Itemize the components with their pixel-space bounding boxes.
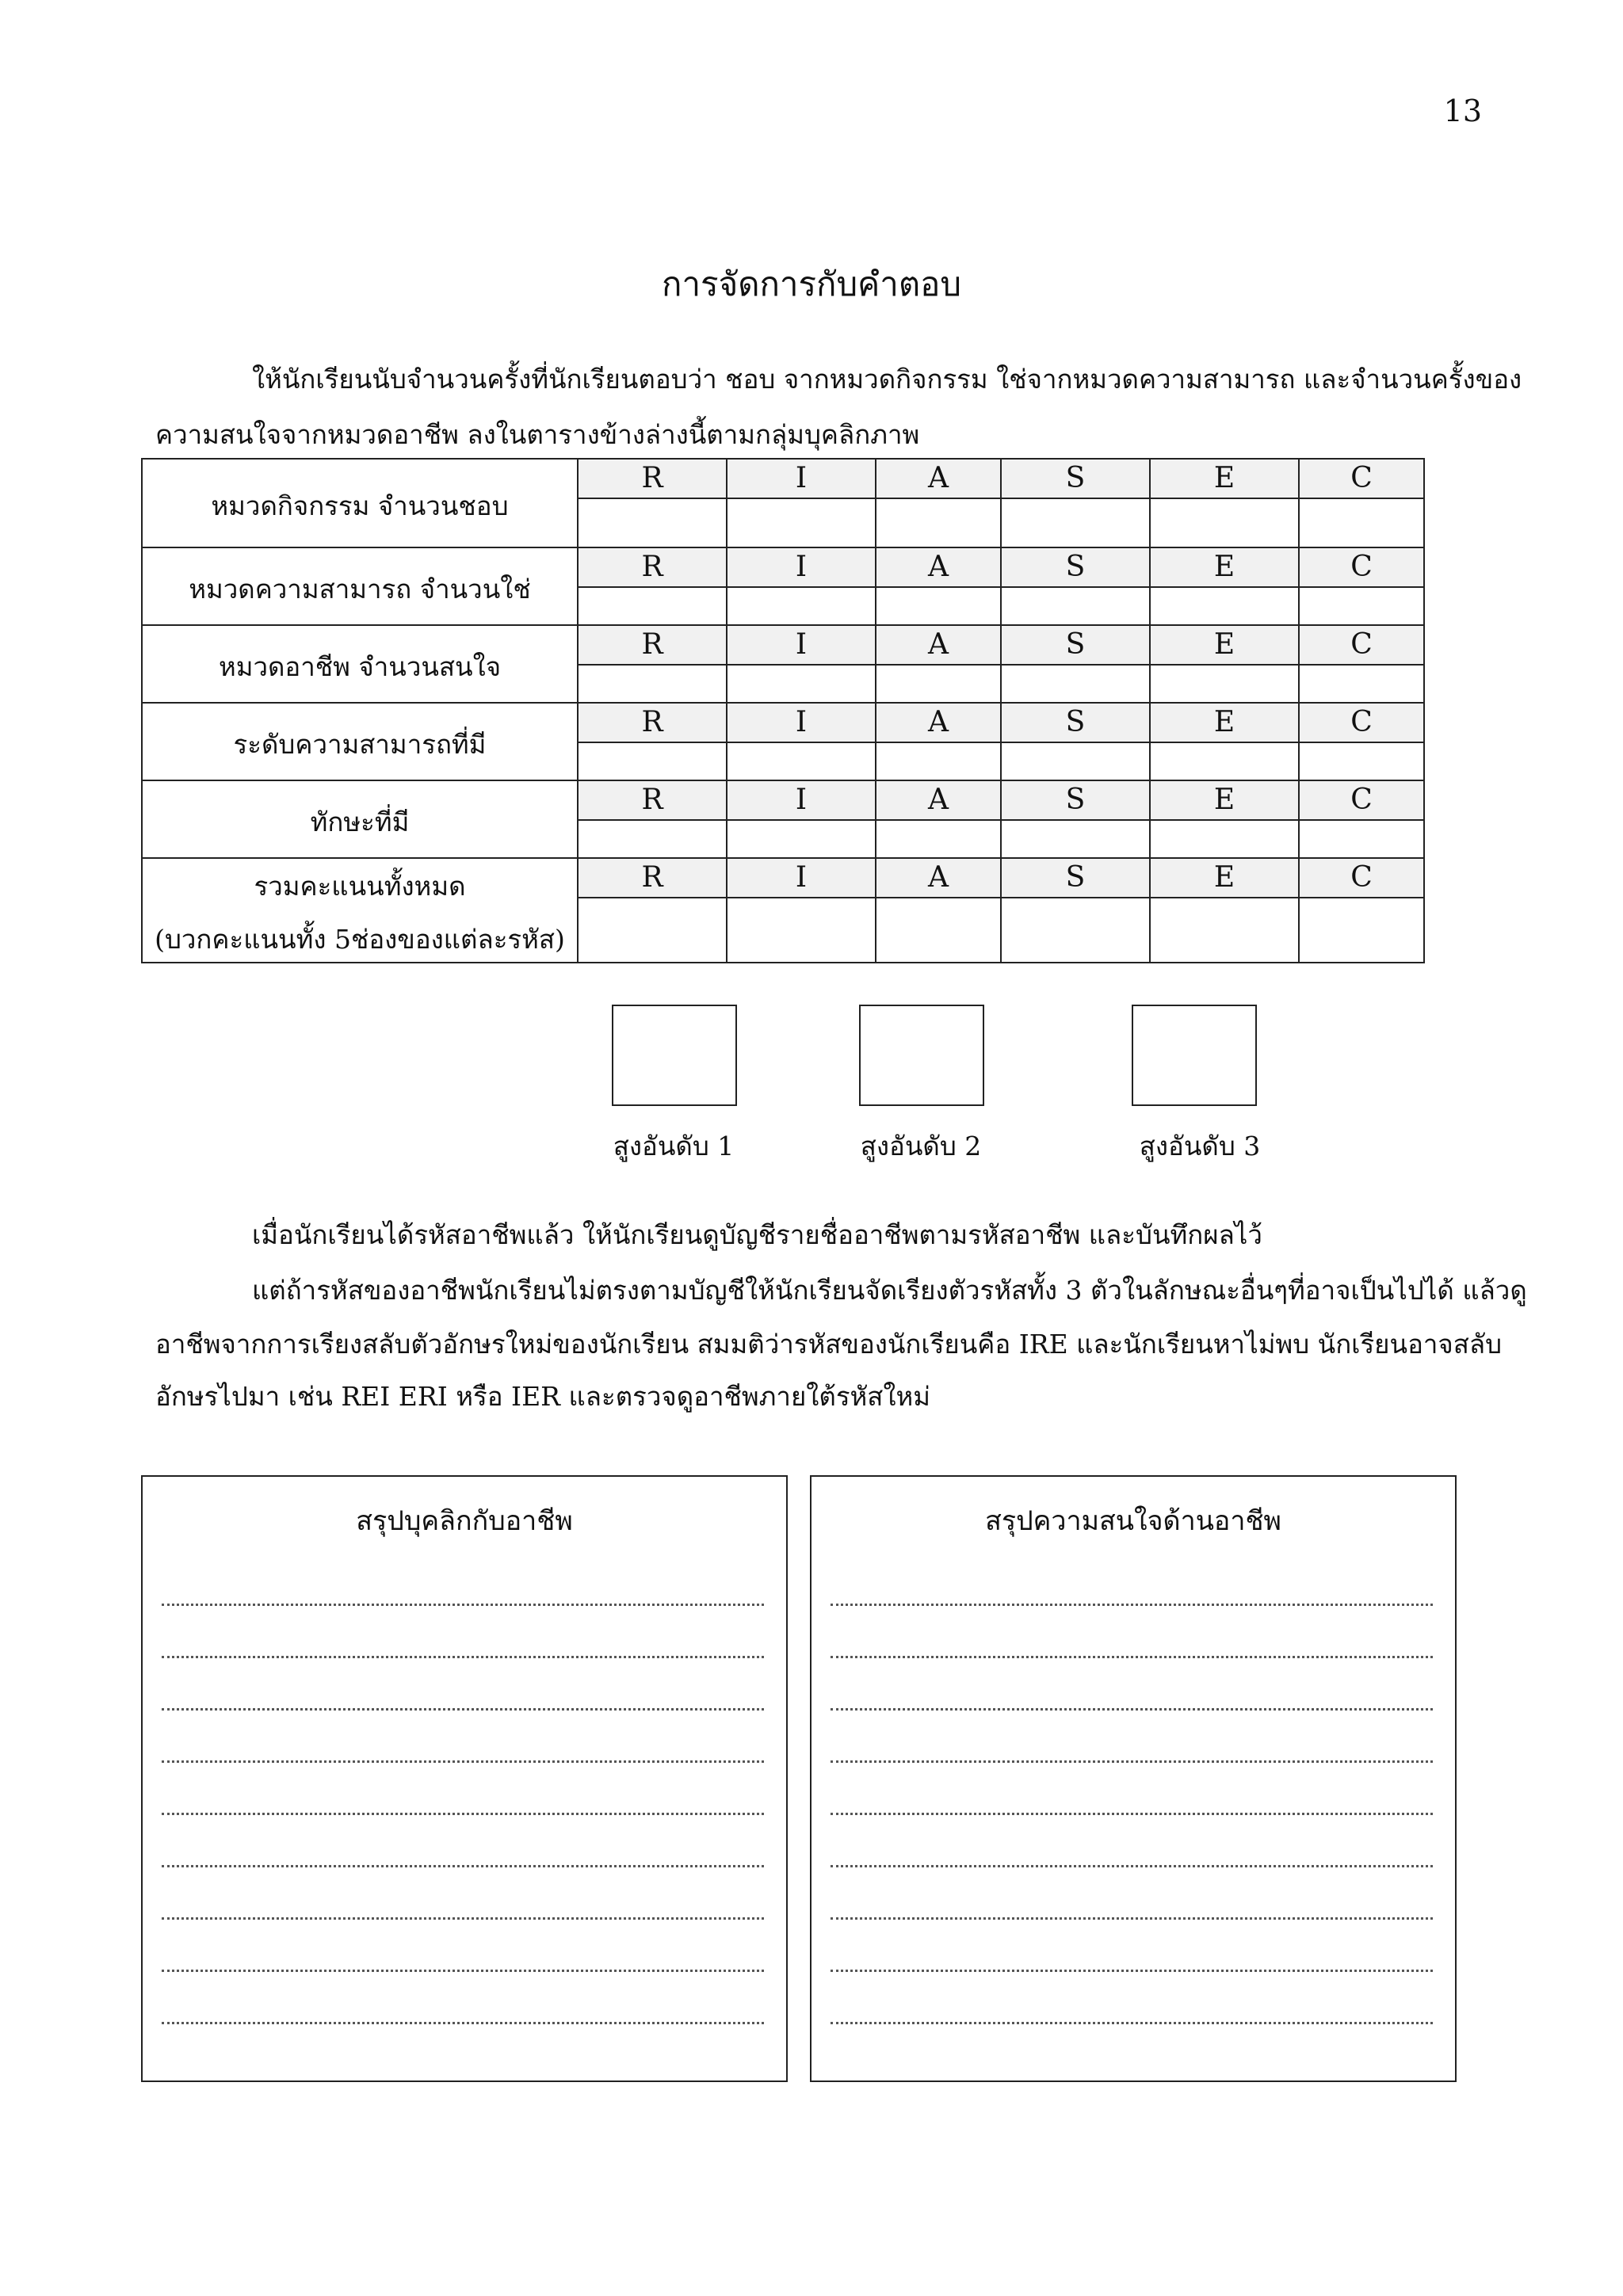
interest-summary-box [810,1475,1457,2082]
dotted-writing-line[interactable] [162,1760,764,1763]
dotted-writing-line[interactable] [162,1917,764,1920]
code-header-s: S [1001,547,1150,587]
dotted-writing-line[interactable] [162,1865,764,1867]
score-cell-i[interactable] [727,820,876,858]
code-header-c: C [1299,703,1424,742]
code-header-r: R [578,858,727,898]
row-label-text: ระดับความสามารถที่มี [233,728,487,760]
score-cell-a[interactable] [876,587,1001,625]
dotted-writing-line[interactable] [162,2022,764,2024]
score-cell-e[interactable] [1150,742,1299,780]
code-header-a: A [876,858,1001,898]
code-header-r: R [578,703,727,742]
row-label-text: หมวดกิจกรรม จำนวนชอบ [211,490,509,521]
dotted-writing-line[interactable] [831,1708,1433,1711]
row-label [142,858,578,963]
score-cell-a[interactable] [876,898,1001,963]
rank-2-box[interactable] [859,1005,984,1106]
table-row [142,547,1424,587]
code-header-a: A [876,703,1001,742]
personality-summary-box [141,1475,788,2082]
row-label [142,547,578,625]
code-header-c: C [1299,858,1424,898]
score-cell-r[interactable] [578,498,727,547]
rank-3-label: สูงอันดับ 3 [1139,1131,1261,1161]
dotted-writing-line[interactable] [162,1604,764,1606]
dotted-writing-line[interactable] [831,1970,1433,1972]
table-row [142,780,1424,820]
score-cell-s[interactable] [1001,665,1150,703]
intro-text-line-1: ให้นักเรียนนับจำนวนครั้งที่นักเรียนตอบว่า ชอบ จากหมวดกิจกรรม ใช่จากหมวดความสามารถ และจำนวนครั้งของ [252,364,1522,395]
personality-summary-title: สรุปบุคลิกกับอาชีพ [356,1505,573,1537]
code-header-r: R [578,459,727,498]
row-label [142,459,578,547]
dotted-writing-line[interactable] [162,1708,764,1711]
score-cell-i[interactable] [727,742,876,780]
dotted-writing-line[interactable] [831,1760,1433,1763]
score-cell-i[interactable] [727,665,876,703]
score-cell-a[interactable] [876,498,1001,547]
row-label-text: หมวดความสามารถ จำนวนใช่ [189,573,531,605]
table-row [142,459,1424,498]
code-header-c: C [1299,547,1424,587]
score-cell-c[interactable] [1299,820,1424,858]
code-header-c: C [1299,459,1424,498]
score-cell-i[interactable] [727,498,876,547]
rank-1-box[interactable] [612,1005,737,1106]
score-cell-r[interactable] [578,898,727,963]
code-header-s: S [1001,703,1150,742]
score-cell-s[interactable] [1001,587,1150,625]
row-label-text: ทักษะที่มี [310,806,410,837]
table-row [142,703,1424,742]
score-cell-i[interactable] [727,587,876,625]
instruction-line-1: เมื่อนักเรียนได้รหัสอาชีพแล้ว ให้นักเรียนดูบัญชีรายชื่ออาชีพตามรหัสอาชีพ และบันทึกผลไว้ [252,1219,1262,1250]
dotted-writing-line[interactable] [162,1813,764,1815]
score-cell-r[interactable] [578,820,727,858]
table-row [142,625,1424,665]
code-header-c: C [1299,625,1424,665]
code-header-e: E [1150,703,1299,742]
score-cell-r[interactable] [578,742,727,780]
score-cell-c[interactable] [1299,587,1424,625]
code-header-c: C [1299,780,1424,820]
rank-1-label: สูงอันดับ 1 [613,1131,735,1161]
code-header-i: I [727,780,876,820]
score-cell-e[interactable] [1150,587,1299,625]
score-cell-s[interactable] [1001,898,1150,963]
instruction-line-3: อาชีพจากการเรียงสลับตัวอักษรใหม่ของนักเรียน สมมติว่ารหัสของนักเรียนคือ IRE และนักเรียนหาไม่พบ นักเรียนอาจสลับ [155,1329,1503,1360]
code-header-s: S [1001,459,1150,498]
score-cell-c[interactable] [1299,898,1424,963]
score-cell-s[interactable] [1001,498,1150,547]
score-cell-a[interactable] [876,742,1001,780]
code-header-i: I [727,703,876,742]
code-header-s: S [1001,858,1150,898]
page-title: การจัดการกับคำตอบ [662,265,961,303]
dotted-writing-line[interactable] [831,2022,1433,2024]
score-cell-e[interactable] [1150,820,1299,858]
intro-text-line-2: ความสนใจจากหมวดอาชีพ ลงในตารางข้างล่างนี้ตามกลุ่มบุคลิกภาพ [155,419,920,450]
code-header-r: R [578,780,727,820]
page-number: 13 [1443,93,1482,128]
dotted-writing-line[interactable] [831,1656,1433,1658]
code-header-i: I [727,858,876,898]
score-cell-c[interactable] [1299,665,1424,703]
riasec-score-table [141,458,1425,963]
row-label [142,625,578,703]
row-label [142,780,578,858]
code-header-e: E [1150,547,1299,587]
score-cell-s[interactable] [1001,820,1150,858]
row-label-text: รวมคะแนนทั้งหมด [254,871,466,902]
row-label-subtext: (บวกคะแนนทั้ง 5ช่องของแต่ละรหัส) [155,924,565,955]
code-header-i: I [727,459,876,498]
dotted-writing-line[interactable] [831,1813,1433,1815]
code-header-a: A [876,459,1001,498]
score-cell-c[interactable] [1299,742,1424,780]
score-cell-s[interactable] [1001,742,1150,780]
row-label-text: หมวดอาชีพ จำนวนสนใจ [218,650,502,682]
code-header-s: S [1001,780,1150,820]
rank-2-label: สูงอันดับ 2 [860,1131,982,1161]
score-cell-e[interactable] [1150,898,1299,963]
rank-3-box[interactable] [1132,1005,1257,1106]
code-header-i: I [727,625,876,665]
code-header-s: S [1001,625,1150,665]
score-cell-c[interactable] [1299,498,1424,547]
instruction-line-2: แต่ถ้ารหัสของอาชีพนักเรียนไม่ตรงตามบัญชีให้นักเรียนจัดเรียงตัวรหัสทั้ง 3 ตัวในลักษณะอื่นๆที่อาจเป็นไปได้ แล้วดู [252,1275,1527,1306]
dotted-writing-line[interactable] [162,1656,764,1658]
score-cell-i[interactable] [727,898,876,963]
score-cell-a[interactable] [876,665,1001,703]
score-cell-r[interactable] [578,665,727,703]
interest-summary-title: สรุปความสนใจด้านอาชีพ [985,1505,1281,1537]
code-header-a: A [876,547,1001,587]
code-header-r: R [578,547,727,587]
table-row [142,858,1424,898]
code-header-e: E [1150,459,1299,498]
score-cell-e[interactable] [1150,665,1299,703]
dotted-writing-line[interactable] [831,1604,1433,1606]
score-cell-a[interactable] [876,820,1001,858]
instruction-line-4: อักษรไปมา เช่น REI ERI หรือ IER และตรวจดูอาชีพภายใต้รหัสใหม่ [155,1381,931,1412]
code-header-i: I [727,547,876,587]
score-cell-e[interactable] [1150,498,1299,547]
score-cell-r[interactable] [578,587,727,625]
dotted-writing-line[interactable] [831,1865,1433,1867]
dotted-writing-line[interactable] [831,1917,1433,1920]
code-header-a: A [876,625,1001,665]
code-header-r: R [578,625,727,665]
code-header-e: E [1150,625,1299,665]
row-label [142,703,578,780]
code-header-a: A [876,780,1001,820]
code-header-e: E [1150,780,1299,820]
code-header-e: E [1150,858,1299,898]
dotted-writing-line[interactable] [162,1970,764,1972]
